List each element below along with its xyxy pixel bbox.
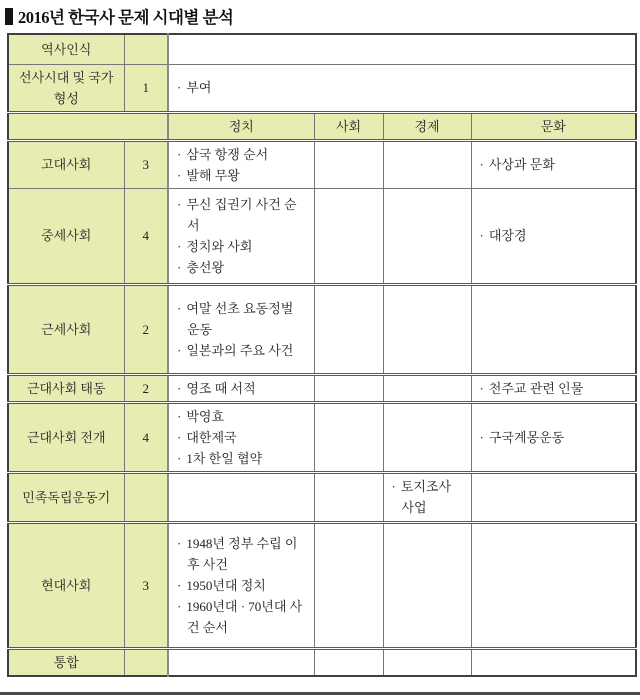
culture-cell — [471, 648, 636, 676]
bullet-item — [390, 476, 465, 518]
bullet-item — [175, 298, 308, 340]
count-cell: 3 — [124, 140, 168, 188]
bullet-text: 1948년 정부 수립 이후 사건 — [186, 535, 298, 572]
count-cell — [124, 34, 168, 64]
bullet-dot: · — [479, 157, 484, 172]
bullet-text: 무신 집권기 사건 순서 — [186, 196, 297, 233]
bullet-text: 1차 한일 협약 — [186, 450, 263, 466]
bullet-dot: · — [177, 429, 182, 445]
bullet-dot: · — [479, 380, 484, 396]
society-cell — [314, 472, 383, 522]
era-cell: 현대사회 — [8, 522, 124, 648]
politics-cell — [168, 188, 314, 284]
society-cell — [314, 284, 383, 374]
intro-content-cell — [168, 34, 636, 64]
economy-cell — [383, 284, 471, 374]
era-row — [8, 402, 636, 472]
bullet-item — [175, 340, 308, 361]
politics-cell — [168, 648, 314, 676]
count-cell: 3 — [124, 522, 168, 648]
column-header-society: 사회 — [314, 112, 383, 140]
bullet-dot: · — [177, 380, 182, 396]
count-cell: 4 — [124, 402, 168, 472]
bullet-text: 천주교 관련 인물 — [488, 380, 584, 396]
category-header-row — [8, 112, 636, 140]
bullet-item — [175, 77, 629, 98]
politics-cell — [168, 402, 314, 472]
politics-cell — [168, 472, 314, 522]
bullet-text: 1960년대 · 70년대 사건 순서 — [186, 598, 303, 635]
economy-cell — [383, 374, 471, 402]
intro-row — [8, 64, 636, 112]
economy-cell — [383, 140, 471, 188]
bullet-text: 정치와 사회 — [186, 238, 253, 254]
era-cell: 근대사회 전개 — [8, 402, 124, 472]
era-cell: 근대사회 태동 — [8, 374, 124, 402]
bullet-item — [175, 144, 308, 165]
era-cell: 통합 — [8, 648, 124, 676]
bullet-dot: · — [177, 300, 182, 316]
economy-cell — [383, 188, 471, 284]
culture-cell — [471, 374, 636, 402]
era-cell: 중세사회 — [8, 188, 124, 284]
bullet-text: 일본과의 주요 사건 — [186, 342, 294, 358]
era-row — [8, 648, 636, 676]
politics-cell — [168, 284, 314, 374]
era-row — [8, 188, 636, 284]
era-cell: 선사시대 및 국가 형성 — [8, 64, 124, 112]
culture-cell — [471, 472, 636, 522]
page-title-text: 2016년 한국사 문제 시대별 분석 — [18, 8, 234, 27]
bullet-item — [478, 378, 630, 399]
bullet-text: 삼국 항쟁 순서 — [186, 146, 269, 162]
count-cell: 4 — [124, 188, 168, 284]
count-cell — [124, 472, 168, 522]
bullet-dot: · — [177, 80, 182, 95]
bullet-dot: · — [177, 167, 182, 183]
bullet-item — [175, 406, 308, 427]
economy-cell — [383, 472, 471, 522]
bullet-text: 부여 — [186, 80, 212, 95]
society-cell — [314, 522, 383, 648]
bottom-rule — [0, 692, 640, 695]
era-row — [8, 140, 636, 188]
bullet-item — [175, 236, 308, 257]
bullet-dot: · — [177, 196, 182, 212]
politics-cell — [168, 374, 314, 402]
header-spacer-cell — [8, 112, 168, 140]
bullet-text: 사상과 문화 — [488, 157, 555, 172]
era-analysis-table — [7, 33, 637, 677]
society-cell — [314, 374, 383, 402]
bullet-text: 여말 선초 요동정벌 운동 — [186, 300, 294, 337]
society-cell — [314, 188, 383, 284]
bullet-item — [478, 154, 630, 175]
bullet-dot: · — [177, 535, 182, 551]
intro-content-cell — [168, 64, 636, 112]
economy-cell — [383, 522, 471, 648]
society-cell — [314, 648, 383, 676]
era-row — [8, 284, 636, 374]
count-cell: 2 — [124, 284, 168, 374]
bullet-text: 영조 때 서적 — [186, 380, 256, 396]
era-cell: 역사인식 — [8, 34, 124, 64]
bullet-text: 토지조사 사업 — [400, 479, 452, 515]
bullet-item — [175, 165, 308, 186]
era-table-body — [8, 34, 636, 676]
column-header-politics: 정치 — [168, 112, 314, 140]
bullet-dot: · — [177, 259, 182, 275]
bullet-dot: · — [177, 577, 182, 593]
bullet-item — [175, 596, 308, 638]
culture-cell — [471, 284, 636, 374]
era-row — [8, 374, 636, 402]
bullet-item — [175, 378, 308, 399]
title-bar-icon — [5, 8, 13, 25]
column-header-economy: 경제 — [383, 112, 471, 140]
era-cell: 고대사회 — [8, 140, 124, 188]
bullet-dot: · — [177, 146, 182, 162]
bullet-text: 박영효 — [186, 408, 225, 424]
count-cell — [124, 648, 168, 676]
era-cell: 근세사회 — [8, 284, 124, 374]
bullet-text: 대장경 — [488, 228, 527, 243]
economy-cell — [383, 402, 471, 472]
bullet-dot: · — [177, 598, 182, 614]
bullet-item — [478, 225, 630, 246]
bullet-text: 1950년대 정치 — [186, 577, 266, 593]
bullet-dot: · — [391, 479, 396, 494]
culture-cell — [471, 140, 636, 188]
politics-cell — [168, 140, 314, 188]
culture-cell — [471, 188, 636, 284]
bullet-dot: · — [177, 238, 182, 254]
intro-row — [8, 34, 636, 64]
count-cell: 2 — [124, 374, 168, 402]
era-row — [8, 472, 636, 522]
society-cell — [314, 402, 383, 472]
bullet-dot: · — [177, 342, 182, 358]
bullet-text: 구국계몽운동 — [488, 429, 565, 445]
bullet-item — [175, 194, 308, 236]
society-cell — [314, 140, 383, 188]
bullet-item — [478, 427, 630, 448]
culture-cell — [471, 522, 636, 648]
page-title — [5, 4, 233, 28]
bullet-dot: · — [177, 408, 182, 424]
count-cell: 1 — [124, 64, 168, 112]
bullet-dot: · — [479, 228, 484, 243]
bullet-item — [175, 575, 308, 596]
bullet-text: 대한제국 — [186, 429, 237, 445]
column-header-culture: 문화 — [471, 112, 636, 140]
bullet-item — [175, 257, 308, 278]
bullet-item — [175, 427, 308, 448]
bullet-text: 충선왕 — [186, 259, 225, 275]
bullet-item — [175, 448, 308, 469]
economy-cell — [383, 648, 471, 676]
era-row — [8, 522, 636, 648]
bullet-dot: · — [177, 450, 182, 466]
bullet-item — [175, 533, 308, 575]
culture-cell — [471, 402, 636, 472]
bullet-dot: · — [479, 429, 484, 445]
era-cell: 민족독립운동기 — [8, 472, 124, 522]
bullet-text: 발해 무왕 — [186, 167, 240, 183]
politics-cell — [168, 522, 314, 648]
